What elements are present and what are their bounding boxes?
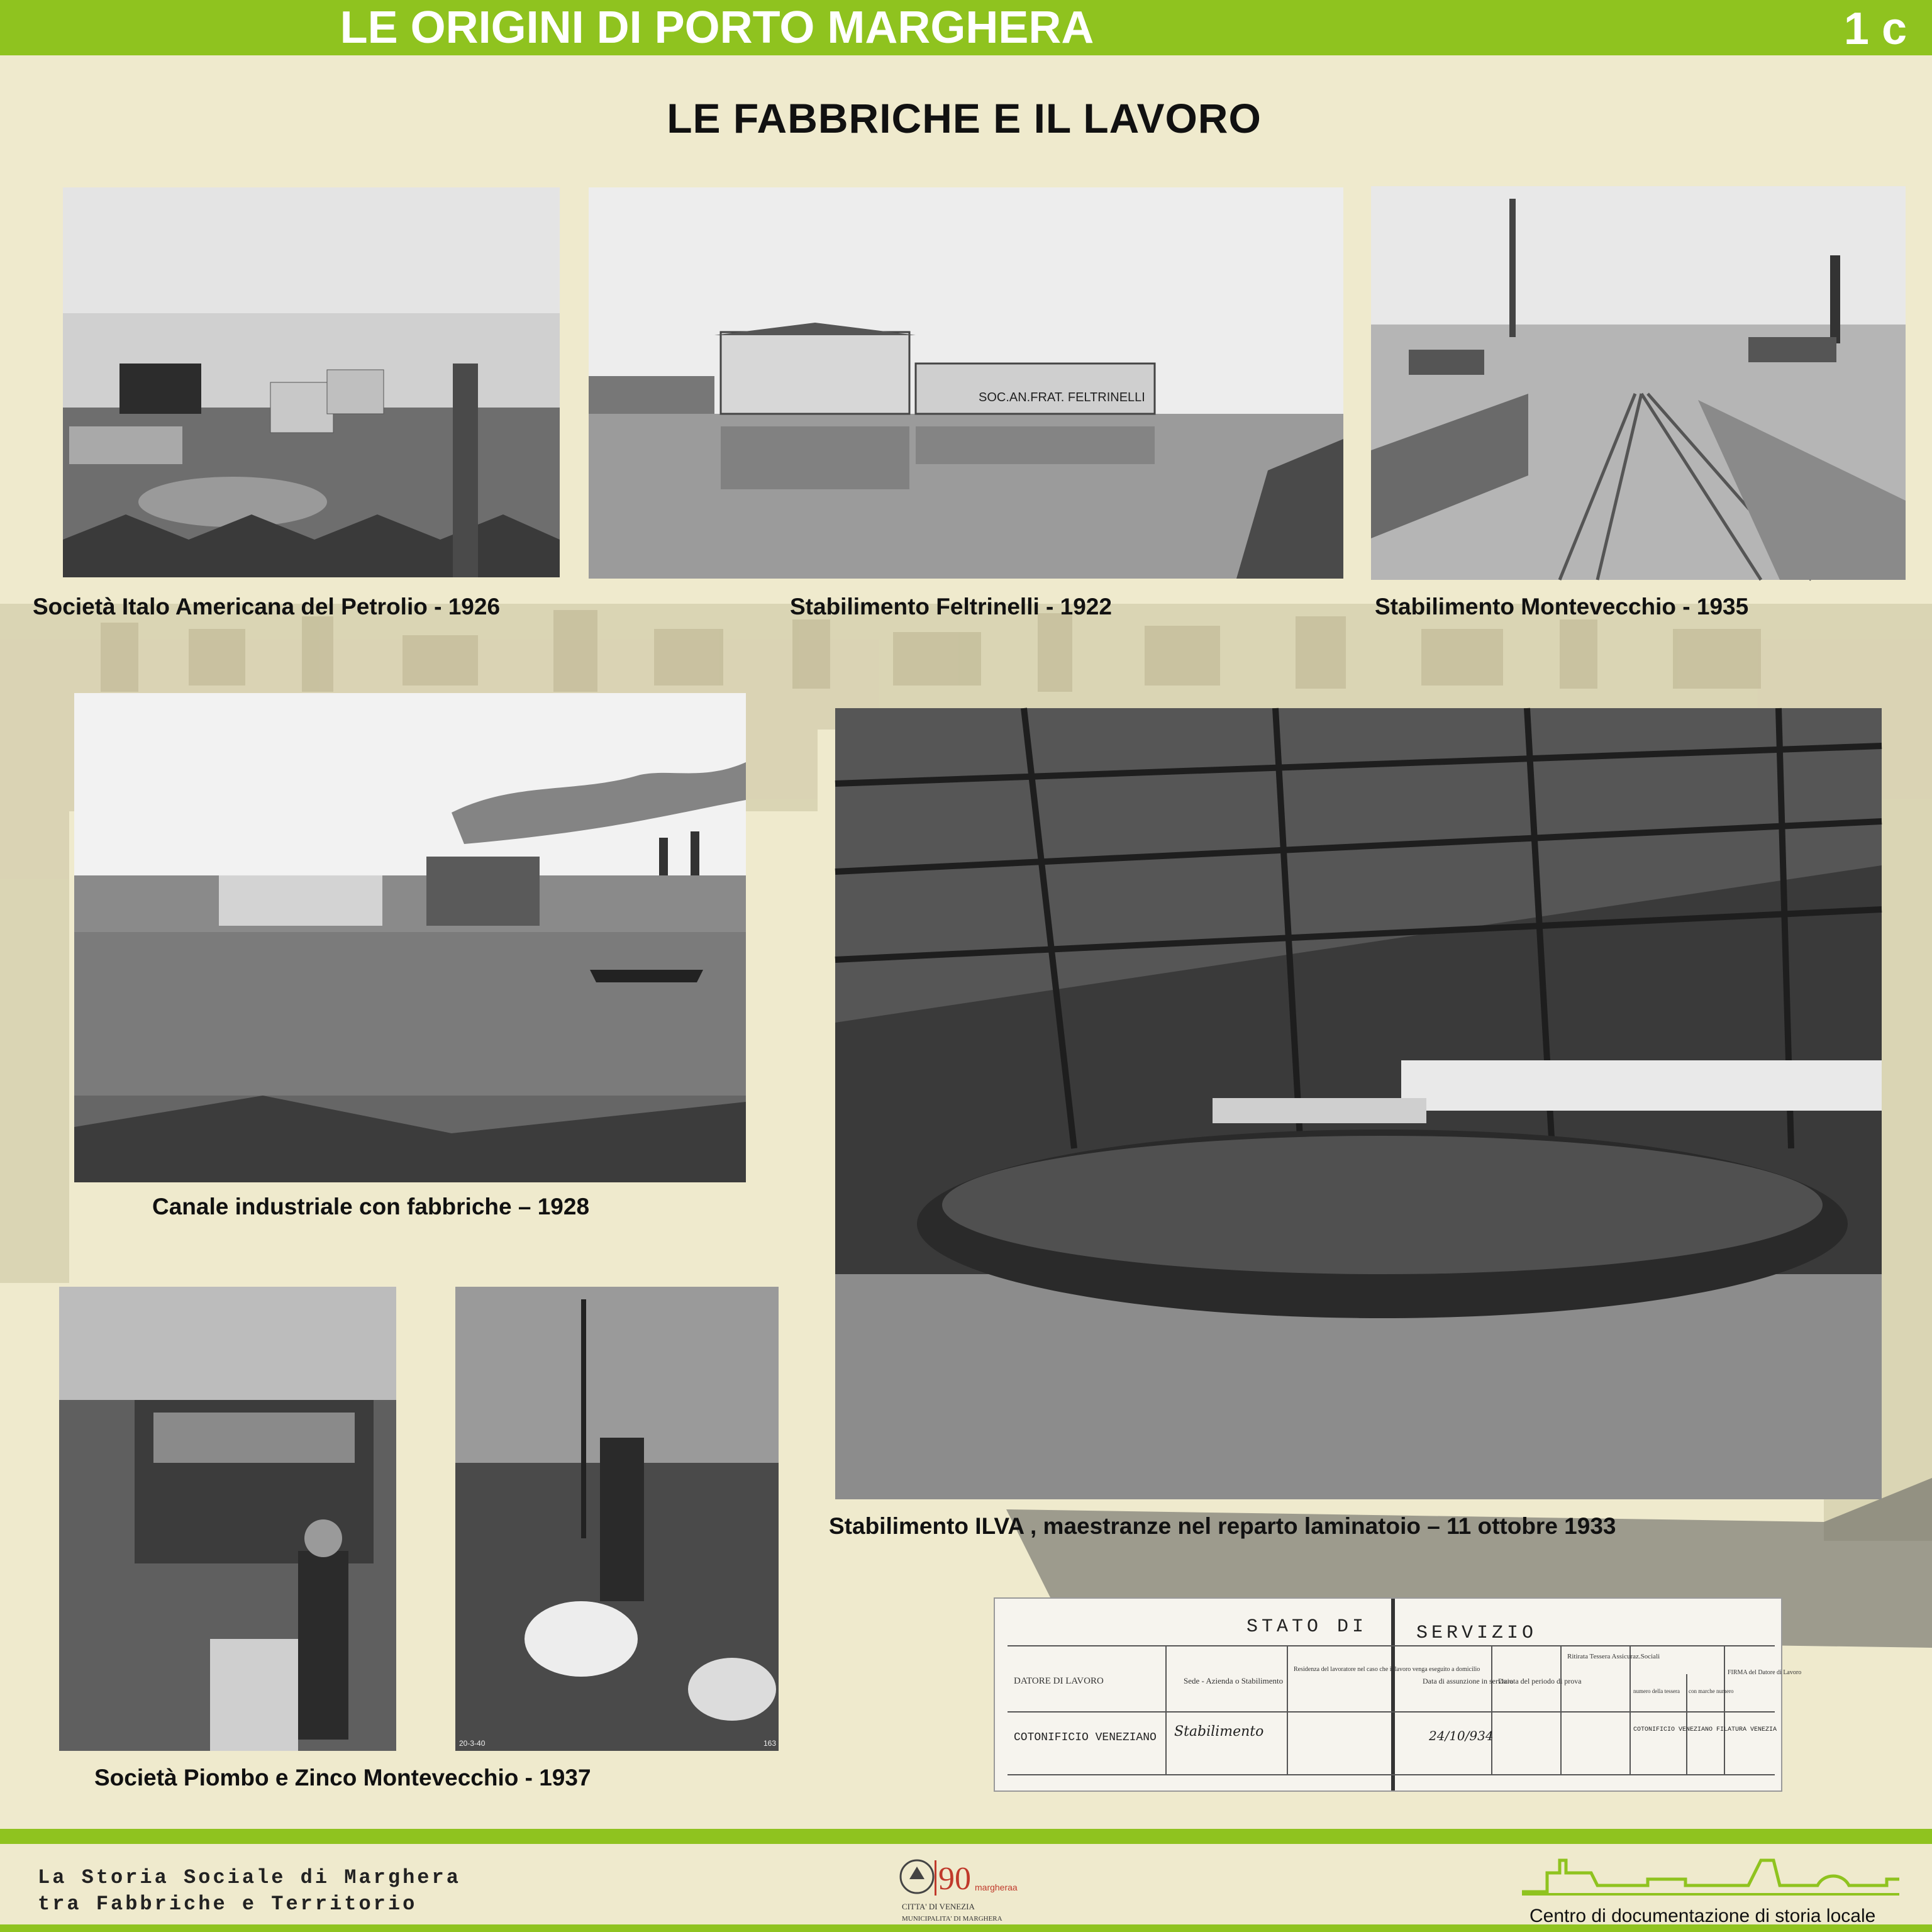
svg-text:Residenza del lavoratore nel c: Residenza del lavoratore nel caso che il lavoro venga eseguito a domicilio bbox=[1294, 1666, 1480, 1673]
caption-petroleum: Società Italo Americana del Petrolio - 1926 bbox=[33, 594, 501, 619]
footer-rule-top bbox=[0, 1829, 1932, 1844]
project-title bbox=[38, 1865, 461, 1918]
svg-text:DATORE DI LAVORO: DATORE DI LAVORO bbox=[1014, 1676, 1104, 1686]
project-title-line2: tra Fabbriche e Territorio bbox=[38, 1892, 418, 1916]
documentation-centre bbox=[1522, 1848, 1912, 1929]
svg-text:CITTA' DI VENEZIA: CITTA' DI VENEZIA bbox=[902, 1902, 975, 1911]
svg-text:COTONIFICIO VENEZIANO: COTONIFICIO VENEZIANO bbox=[1014, 1731, 1157, 1744]
municipality-seal bbox=[899, 1852, 1025, 1926]
header-bar bbox=[0, 0, 1932, 55]
project-title-line1: La Storia Sociale di Marghera bbox=[38, 1866, 461, 1889]
svg-text:Durata del periodo di prova: Durata del periodo di prova bbox=[1498, 1677, 1582, 1685]
svg-text:Stabilimento: Stabilimento bbox=[1174, 1724, 1264, 1740]
svg-text:FIRMA del Datore di Lavoro: FIRMA del Datore di Lavoro bbox=[1728, 1669, 1802, 1676]
svg-text:SERVIZIO: SERVIZIO bbox=[1416, 1623, 1538, 1644]
panel-code: 1 c bbox=[1843, 4, 1907, 54]
svg-text:20-3-40: 20-3-40 bbox=[459, 1739, 486, 1748]
photo-ilva-workers bbox=[835, 708, 1882, 1499]
photo-montevecchio-1935 bbox=[1371, 186, 1906, 580]
caption-montevecchio-1935: Stabilimento Montevecchio - 1935 bbox=[1375, 594, 1749, 619]
svg-text:margheraa: margheraa bbox=[975, 1882, 1018, 1892]
employment-record-document bbox=[994, 1597, 1802, 1792]
svg-text:Data di assunzione in servizio: Data di assunzione in servizio bbox=[1423, 1677, 1513, 1685]
centre-name: Centro di documentazione di storia locale bbox=[1530, 1906, 1876, 1926]
page-title: LE ORIGINI DI PORTO MARGHERA bbox=[340, 3, 1094, 53]
section-title: LE FABBRICHE E IL LAVORO bbox=[667, 95, 1262, 142]
svg-text:STATO DI: STATO DI bbox=[1246, 1616, 1368, 1638]
photo-feltrinelli bbox=[589, 187, 1343, 579]
svg-text:COTONIFICIO VENEZIANO FILATURA: COTONIFICIO VENEZIANO FILATURA VENEZIA bbox=[1633, 1726, 1777, 1733]
caption-feltrinelli: Stabilimento Feltrinelli - 1922 bbox=[790, 594, 1112, 619]
photo-lead-zinc-left bbox=[59, 1287, 396, 1751]
svg-text:Sede - Azienda o Stabilimento: Sede - Azienda o Stabilimento bbox=[1184, 1676, 1284, 1685]
caption-industrial-canal: Canale industriale con fabbriche – 1928 bbox=[152, 1194, 590, 1219]
caption-lead-zinc: Società Piombo e Zinco Montevecchio - 1937 bbox=[94, 1765, 591, 1790]
photo-petroleum-company bbox=[63, 187, 560, 577]
svg-text:numero della tessera: numero della tessera bbox=[1633, 1688, 1680, 1694]
svg-text:con marche numero: con marche numero bbox=[1689, 1688, 1734, 1694]
photo-lead-zinc-right bbox=[455, 1287, 779, 1751]
svg-text:90: 90 bbox=[938, 1861, 971, 1897]
svg-text:Ritirata Tessera Assicuraz.Soc: Ritirata Tessera Assicuraz.Sociali bbox=[1567, 1653, 1660, 1660]
skyline-logo bbox=[1522, 1848, 1899, 1901]
svg-text:163: 163 bbox=[763, 1739, 777, 1748]
svg-text:SOC.AN.FRAT. FELTRINELLI: SOC.AN.FRAT. FELTRINELLI bbox=[979, 391, 1145, 404]
svg-text:MUNICIPALITA' DI MARGHERA: MUNICIPALITA' DI MARGHERA bbox=[902, 1915, 1002, 1923]
photo-industrial-canal bbox=[74, 693, 746, 1182]
caption-ilva: Stabilimento ILVA , maestranze nel reparto laminatoio – 11 ottobre 1933 bbox=[829, 1513, 1616, 1539]
svg-text:24/10/934: 24/10/934 bbox=[1429, 1728, 1494, 1743]
